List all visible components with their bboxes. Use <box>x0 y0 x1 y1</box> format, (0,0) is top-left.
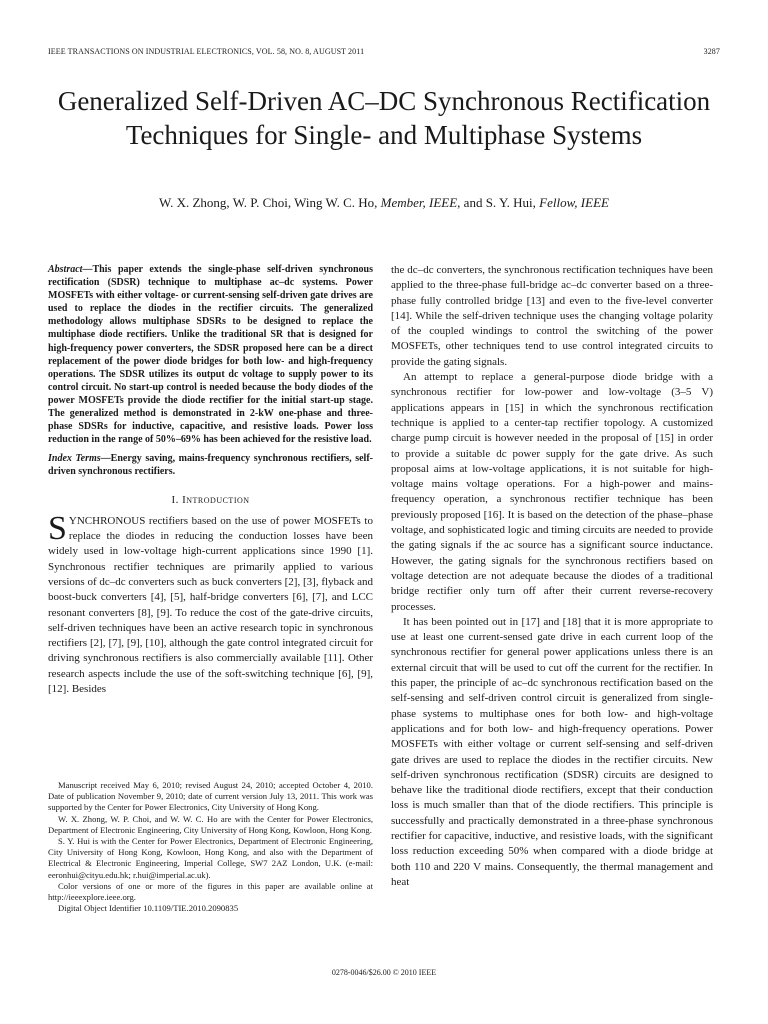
paper-title: Generalized Self-Driven AC–DC Synchronous Rectification Techniques for Single- and Multiphase Systems <box>57 86 711 150</box>
intro-paragraph: YNCHRONOUS rectifiers based on the use of power MOSFETs to replace the diodes in reducing the conduction losses have been widely used in low-voltage high-current applications since 1990 [1]. Synchronous rectifier techniques are primarily applied to various versions of dc–dc converters such as buck converters [2], [3], flyback and boost-buck converters [4], [5], half-bridge converters [6], [7], and LCC resonant converters [8], [9]. To reduce the cost of the gate-drive circuits, self-driven techniques have been an active research topic in synchronous rectifiers [2], [7], [9], [10], although the gate control integrated circuit for driving synchronous rectifiers is also commercially available [11]. Other research aspects include the use of the soft-switching technique [6], [9], [12]. Besides <box>48 514 373 696</box>
abstract <box>48 263 373 446</box>
author-names: W. X. Zhong, W. P. Choi, Wing W. C. Ho, <box>159 195 381 210</box>
member-affil: Member, IEEE <box>380 195 458 210</box>
index-terms-lead: Index Terms <box>48 453 101 465</box>
right-column <box>391 263 713 890</box>
left-column <box>48 263 373 697</box>
abstract-text: —This paper extends the single-phase self-driven synchronous rectification (SDSR) technique to multiphase ac–dc systems. Power MOSFETs with either voltage- or current-sensing self-driven gate drives are used to replace the diodes in the rectifier circuits. The generalized methodology allows multiphase SDSRs to be designed to replace the multiphase diode rectifiers. Unlike the traditional SR that is designed for high-frequency power converters, the SDSR proposed here can be a direct replacement of the power diode bridges for both low- and high-frequency operations. The SDSR utilizes its output dc voltage to supply power to its control circuit. No start-up control is needed because the body diodes of the power MOSFETs provide the diode rectifier for the initial start-up stage. The generalized method is demonstrated in 2-kW one-phase and three-phase SDSRs for inductive, capacitive, and resistive loads. Power loss reduction in the range of 50%–69% has been achieved for the resistive load. <box>48 264 373 446</box>
running-header <box>48 47 720 56</box>
footnote-manuscript: Manuscript received May 6, 2010; revised August 24, 2010; accepted October 4, 2010. Date of publication November 9, 2010; date of current version July 13, 2011. This work was supported by the Center for Power Electronics, City University of Hong Kong. <box>48 780 373 813</box>
page-number: 3287 <box>703 47 720 56</box>
index-terms <box>48 452 373 478</box>
copyright-footer: 0278-0046/$26.00 © 2010 IEEE <box>331 968 437 977</box>
drop-cap: S <box>48 509 67 547</box>
footnote-doi: Digital Object Identifier 10.1109/TIE.2010.2090835 <box>58 903 239 914</box>
fellow-affil: Fellow, IEEE <box>539 195 609 210</box>
author-list <box>40 195 728 211</box>
introduction-body <box>48 509 373 698</box>
footnote-color: Color versions of one or more of the figures in this paper are available online at http://ieeexplore.ieee.org. <box>48 880 373 903</box>
footnote-affiliation-2: S. Y. Hui is with the Center for Power Electronics, Department of Electronic Engineering, City University of Hong Kong, Kowloon, Hong Kong, and also with the Department of Electrical & Electronic Engineering, Imperial College, SW7 2AZ London, U.K. (e-mail: eeronhui@cityu.edu.hk; r.hui@imperial.ac.uk). <box>48 836 373 880</box>
index-terms-text: —Energy saving, mains-frequency synchronous rectifiers, self-driven synchronous rectifiers. <box>48 453 373 478</box>
footnote-affiliation-1: W. X. Zhong, W. P. Choi, and W. W. C. Ho are with the Center for Power Electronics, Department of Electronic Engineering, City University of Hong Kong, Kowloon, Hong Kong. <box>48 813 373 835</box>
footnotes <box>48 780 373 914</box>
author-mid: , and S. Y. Hui, <box>457 195 540 210</box>
right-paragraph-1: the dc–dc converters, the synchronous rectification techniques have been applied to the three-phase full-bridge ac–dc converter based on a three-phase fully controlled bridge [13] and even to the five-level converter [14]. While the self-driven technique uses the changing voltage polarity of the coupled windings to control the switching of the power MOSFETs, other techniques tend to use control integrated circuits to provide the gating signals. <box>391 264 713 368</box>
abstract-lead: Abstract <box>48 264 83 275</box>
section-heading-introduction: I. Introduction <box>171 493 250 506</box>
journal-name: IEEE TRANSACTIONS ON INDUSTRIAL ELECTRONICS, VOL. 58, NO. 8, AUGUST 2011 <box>48 47 365 56</box>
right-paragraph-3: It has been pointed out in [17] and [18] that it is more appropriate to use at least one current-sensed gate drive in each current loop of the synchronous rectifier for general power applications unless there is an external circuit that will be used to cut off the current for the rectifier. In this paper, the principle of ac–dc synchronous rectification based on the self-sensing and self-driven control circuit is generalized from single-phase systems to multiphase ones for both low- and high-voltage applications and for both low- and high-frequency operations. Power MOSFETs with either voltage or current self-sensing and self-driven gate drives are used to replace the diodes in the rectifier circuits. New self-driven synchronous rectification (SDSR) circuits are designed to behave like the traditional diode rectifiers, except that their conduction loss is much smaller than that of the diode rectifiers. This principle is successfully and practically demonstrated in a three-phase synchronous rectifier for capacitive, inductive, and resistive loads, with the significant loss reduction exceeding 50% when compared with a diode bridge at both 110 and 220 V mains. Consequently, the thermal management and heat <box>391 615 713 888</box>
right-paragraph-2: An attempt to replace a general-purpose diode bridge with a synchronous rectifier for low-power and low-voltage (3–5 V) applications appears in [15] in which the synchronous rectification technique is applied to a center-tap rectifier topology. A customized charge pump circuit is however needed in the proposal of [15] in order to provide a suitable dc power supply for the gate drive. As such proposal aims at low-voltage applications, it is not suitable for high-voltage mains voltage operations. For a high-power and mains-frequency operation, a synchronous rectifier technique has been previously proposed [16]. It is based on the detection of the phase–phase voltage, and sophisticated logic and timing circuits are needed to provide the gating signals if the ac source has a significant source inductance. However, the gating signals for the synchronous rectifiers based on voltage detection are not adequate because the diodes of a traditional bridge rectifier only turn off after their current reverse-recovery processes. <box>391 371 713 613</box>
